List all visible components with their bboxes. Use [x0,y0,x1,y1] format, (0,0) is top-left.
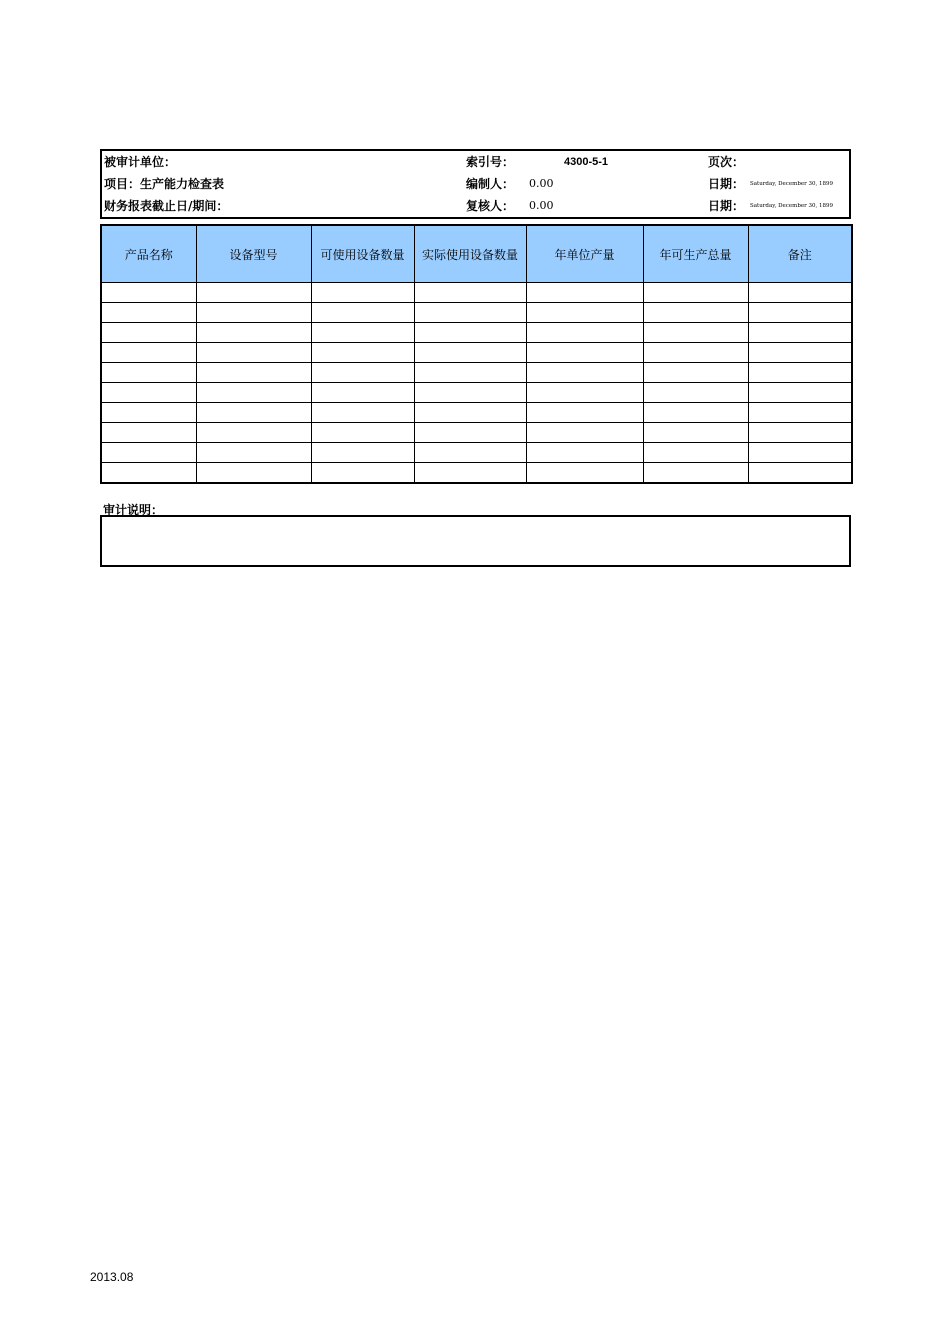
table-cell[interactable] [311,463,414,484]
header-row-3 [102,195,849,217]
table-cell[interactable] [414,303,526,323]
table-cell[interactable] [643,343,748,363]
table-cell[interactable] [526,403,643,423]
table-cell[interactable] [643,283,748,303]
table-row [101,463,852,484]
table-row [101,343,852,363]
table-row [101,443,852,463]
table-cell[interactable] [414,383,526,403]
date-label-2: 日期： [708,199,745,213]
date-label-1: 日期： [708,177,745,191]
page-label: 页次： [708,155,745,169]
header-row-1 [102,151,849,173]
table-cell[interactable] [311,363,414,383]
col-header-available-qty: 可使用设备数量 [311,225,414,283]
table-cell[interactable] [196,303,311,323]
col-header-annual-total-output: 年可生产总量 [643,225,748,283]
table-row [101,403,852,423]
table-row [101,323,852,343]
table-cell[interactable] [748,403,852,423]
table-cell[interactable] [748,283,852,303]
header-box [100,149,851,219]
audit-notes-label: 审计说明： [103,503,164,517]
table-body [101,283,852,484]
table-cell[interactable] [101,363,196,383]
table-cell[interactable] [643,463,748,484]
table-cell[interactable] [414,443,526,463]
reviewer-label: 复核人： [466,199,515,213]
table-cell[interactable] [748,463,852,484]
preparer-label: 编制人： [466,177,515,191]
table-cell[interactable] [101,303,196,323]
table-cell[interactable] [311,403,414,423]
table-cell[interactable] [526,283,643,303]
table-cell[interactable] [101,443,196,463]
table-cell[interactable] [748,383,852,403]
col-header-equipment-model: 设备型号 [196,225,311,283]
table-cell[interactable] [311,303,414,323]
table-row [101,303,852,323]
col-header-remarks: 备注 [748,225,852,283]
table-cell[interactable] [414,423,526,443]
table-cell[interactable] [748,443,852,463]
table-cell[interactable] [526,303,643,323]
table-cell[interactable] [196,363,311,383]
table-cell[interactable] [526,323,643,343]
audited-unit-label: 被审计单位： [104,155,177,169]
table-cell[interactable] [748,323,852,343]
date-value-1: Saturday, December 30, 1899 [750,181,833,187]
table-cell[interactable] [748,423,852,443]
table-cell[interactable] [101,463,196,484]
table-cell[interactable] [643,443,748,463]
audit-notes-box[interactable] [100,515,851,567]
table-cell[interactable] [414,323,526,343]
table-cell[interactable] [414,283,526,303]
table-cell[interactable] [101,403,196,423]
table-cell[interactable] [311,283,414,303]
table-cell[interactable] [196,463,311,484]
table-cell[interactable] [643,403,748,423]
table-cell[interactable] [196,343,311,363]
table-cell[interactable] [414,343,526,363]
table-cell[interactable] [311,423,414,443]
col-header-actual-qty: 实际使用设备数量 [414,225,526,283]
table-cell[interactable] [526,463,643,484]
table-cell[interactable] [101,283,196,303]
table-cell[interactable] [196,443,311,463]
table-cell[interactable] [101,343,196,363]
col-header-annual-unit-output: 年单位产量 [526,225,643,283]
preparer-value: 0.00 [529,177,554,190]
table-cell[interactable] [414,363,526,383]
period-label: 财务报表截止日/期间： [104,199,229,213]
index-label: 索引号： [466,155,515,169]
table-cell[interactable] [101,323,196,343]
table-cell[interactable] [526,423,643,443]
table-cell[interactable] [643,383,748,403]
table-cell[interactable] [643,423,748,443]
table-cell[interactable] [526,383,643,403]
table-cell[interactable] [311,383,414,403]
table-header-row [101,225,852,283]
table-row [101,423,852,443]
table-row [101,383,852,403]
table-cell[interactable] [526,443,643,463]
table-cell[interactable] [414,463,526,484]
reviewer-value: 0.00 [529,199,554,212]
table-cell[interactable] [101,383,196,403]
table-cell[interactable] [748,303,852,323]
header-row-2 [102,173,849,195]
table-row [101,283,852,303]
table-cell[interactable] [748,343,852,363]
table-cell[interactable] [196,383,311,403]
table-cell[interactable] [643,303,748,323]
table-cell[interactable] [311,323,414,343]
table-cell[interactable] [643,323,748,343]
table-cell[interactable] [526,363,643,383]
table-cell[interactable] [414,403,526,423]
table-cell[interactable] [101,423,196,443]
table-cell[interactable] [311,343,414,363]
table-cell[interactable] [196,423,311,443]
table-row [101,363,852,383]
table-cell[interactable] [196,283,311,303]
date-value-2: Saturday, December 30, 1899 [750,203,833,209]
table-cell[interactable] [311,443,414,463]
table-cell[interactable] [748,363,852,383]
table-cell[interactable] [526,343,643,363]
table-cell[interactable] [196,403,311,423]
version-footer: 2013.08 [90,1270,134,1284]
table-cell[interactable] [643,363,748,383]
index-value: 4300-5-1 [564,156,609,168]
capacity-table [100,224,853,484]
table-cell[interactable] [196,323,311,343]
project-label: 项目：生产能力检查表 [104,177,225,191]
col-header-product-name: 产品名称 [101,225,196,283]
